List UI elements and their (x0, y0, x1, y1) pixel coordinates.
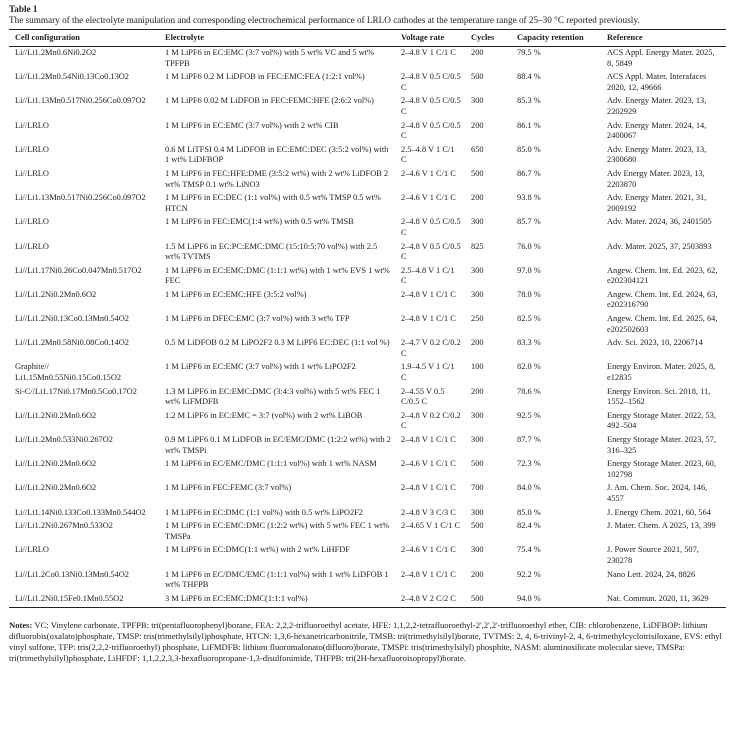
table-cell-capacity-retention: 83.3 % (517, 338, 541, 348)
table-cell-reference: ACS Appl. Mater. Interafaces 2020, 12, 49666 (607, 72, 707, 92)
table-cell-voltage-rate: 2.5–4.8 V 1 C/1 C (401, 265, 455, 286)
table-cell-reference: Adv. Sci. 2023, 10, 2206714 (607, 338, 703, 348)
table-cell-reference: Energy Environ. Sci. 2018, 11, 1552–1562 (607, 386, 711, 407)
table-cell-electrolyte: 1 M LiPF6 in EC:EMC:DMC (1:1:1 wt%) with 1 wt% EVS 1 wt% FEC (165, 265, 390, 286)
table-cell-cycles: 300 (471, 96, 484, 106)
table-row (9, 313, 726, 337)
table-cell-electrolyte: 1 M LiPF6 in EC:EMC:HFE (3:5:2 vol%) (165, 289, 307, 299)
table-cell-capacity-retention: 85.0 % (517, 507, 541, 517)
table-cell-voltage-rate: 2–4.6 V 1 C/1 C (401, 193, 456, 203)
table-cell-cycles: 200 (471, 569, 484, 579)
table-cell-capacity-retention: 94.0 % (511, 593, 601, 608)
table-cell-cycles: 500 (471, 521, 484, 531)
table-cell-configuration: Li//Li1.2Ni0.2Mn0.6O2 (15, 289, 97, 299)
table-cell-cycles: 500 (471, 72, 484, 82)
table-row (9, 192, 726, 216)
table-cell-capacity-retention: 78.6 % (517, 386, 541, 396)
table-cell-cycles: 500 (471, 168, 484, 178)
table-cell-electrolyte: 1.2 M LiPF6 in EC:EMC = 3:7 (vol%) with 2 wt% LiBOB (165, 410, 363, 420)
table-cell-voltage-rate: 2–4.8 V 0.5 C/0.5 C (401, 217, 461, 237)
table-cell-cycles: 250 (471, 314, 484, 324)
table-cell-configuration: Si-C//Li1.17Ni0.17Mn0.5Co0.17O2 (15, 386, 137, 396)
table-cell-configuration: Li//Li1.13Mn0.517Ni0.256Co0.097O2 (15, 193, 146, 203)
table-cell-electrolyte: 3 M LiPF6 in EC:EMC:DMC(1:1:1 vol%) (159, 593, 395, 608)
table-cell-electrolyte: 1 M LiPF6 in FEC:EMC(1:4 wt%) with 0.5 wt% TMSB (165, 217, 354, 227)
table-cell-electrolyte: 0.6 M LiTFSI 0.4 M LiDFOB in EC:EMC:DEC (3:5:2 vol%) with 1 wt% LiDFBOP (165, 144, 389, 165)
table-cell-capacity-retention: 86.1 % (517, 120, 541, 130)
table-cell-voltage-rate: 2–4.8 V 0.5 C/0.5 C (401, 96, 461, 116)
table-cell-electrolyte: 1 M LiPF6 0.2 M LiDFOB in FEC:EMC:FEA (1:2:1 vol%) (165, 72, 365, 82)
table-cell-voltage-rate: 1.9–4.5 V 1 C/1 C (401, 362, 455, 383)
header-electrolyte: Electrolyte (159, 30, 395, 47)
table-cell-reference: Adv. Energy Mater. 2023, 13, 2300680 (607, 144, 707, 165)
table-cell-voltage-rate: 2–4.55 V 0.5 C/0.5 C (401, 386, 445, 407)
table-cell-electrolyte: 0.5 M LiDFOB 0.2 M LiPO2F2 0.3 M LiPF6 EC:DEC (1:1 vol %) (165, 338, 390, 348)
table-cell-electrolyte: 1 M LiPF6 in EC/EMC/DMC (1:1:1 vol%) with 1 wt% NASM (165, 459, 377, 469)
table-cell-capacity-retention: 92.2 % (517, 569, 541, 579)
table-cell-capacity-retention: 82.4 % (517, 521, 541, 531)
table-cell-electrolyte: 1.3 M LiPF6 in EC:EMC:DMC (3:4:3 vol%) with 5 wt% FEC 1 wt% LiFMDFB (165, 386, 381, 407)
table-cell-cycles: 300 (471, 265, 484, 275)
table-cell-voltage-rate: 2–4.8 V 1 C/1 C (401, 314, 456, 324)
table-row (9, 482, 726, 506)
notes-text: VC: Vinylene carbonate, TPFPB: tri(pentafluorophenyl)borane, FEA: 2,2,2-trifluoroethyl acetate, HFE: 1,1,2,2-tetrafluoroethyl-2',2',2'-trifluoroethyl ether, CIB: chlorobenzene, LiDFBOP: lithium difluorobis(oxalato)phosphate, TMSP: tris(trimethylsilyl)phosphate, HTCN: 1,3,6-hexanetricarbonitrile, TMSB: tri(trimethylsilyl)borate, TVTMS: 2, 4, 6-trivinyl-2, 4, 6-trimethylcyclotrisiloxane, EVS: ethyl vinyl sulfone, TFP: tris(2,2,2-trifluoroethyl) phosphate, LiFMDFB: lithium fluoromalonato(difluoro)borate, TMSPi: tris(trimethylsilyl) phosphite, NASM: aluminosilicate molecular sieve, TMSPa: tri(trimethylsilyl)phosphate, LiHFDF: 1,1,2,2,3,3-hexafluoropropane-1,3-disulfonimide, THFPB: tri(2H-hexafluoroisopropyl)borate. (9, 620, 722, 664)
table-cell-cycles: 300 (471, 435, 484, 444)
table-cell-voltage-rate: 2–4.6 V 1 C/1 C (401, 168, 456, 178)
table-cell-configuration: Li//LRLO (15, 144, 49, 154)
table-cell-electrolyte: 1 M LiPF6 in EC:EMC (3:7 vol%) with 5 wt% VC and 5 wt% TPFPB (165, 48, 374, 68)
table-cell-configuration: Li//LRLO (15, 545, 49, 555)
table-cell-cycles: 500 (465, 593, 511, 608)
table-cell-capacity-retention: 84.0 % (517, 483, 541, 493)
table-cell-cycles: 200 (471, 193, 484, 203)
table-cell-reference: Energy Storage Mater. 2023, 60, 102798 (607, 459, 716, 479)
table-cell-cycles: 300 (471, 545, 484, 555)
table-row (9, 144, 726, 168)
table-cell-electrolyte: 0.9 M LiPF6 0.1 M LiDFOB in EC/EMC/DMC (1:2:2 wt%) with 2 wt% TMSPi (165, 435, 391, 455)
table-cell-electrolyte: 1 M LiPF6 in EC/DMC/EMC (1:1:1 vol%) with 1 wt% LiDFOB 1 wt% THFPB (165, 569, 389, 590)
header-capacity-retention: Capacity retention (511, 30, 601, 47)
table-cell-electrolyte: 1 M LiPF6 in EC:EMC:DMC (1:2:2 wt%) with 5 wt% FEC 1 wt% TMSPa (165, 521, 390, 541)
table-cell-configuration: Li//Li1.2Mn0.54Ni0.13Co0.13O2 (15, 72, 129, 82)
table-cell-voltage-rate: 2–4.8 V 2 C/2 C (395, 593, 465, 608)
table-cell-reference: Adv. Energy Mater. 2024, 14, 2400067 (607, 120, 707, 141)
table-cell-electrolyte: 1 M LiPF6 in EC:DMC (1:1 vol%) with 0.5 wt% LiPO2F2 (165, 507, 363, 517)
table-row (9, 265, 726, 289)
table-cell-reference: Adv. Energy Mater. 2023, 13, 2202929 (607, 96, 707, 116)
table-row (9, 361, 726, 385)
table-row (9, 410, 726, 434)
table-cell-cycles: 200 (471, 120, 484, 130)
table-cell-reference: Energy Environ. Mater. 2025, 8, e12835 (607, 362, 716, 383)
table-cell-reference: J. Power Source 2021, 507, 230278 (607, 545, 699, 565)
table-cell-configuration: Li//Li1.13Mn0.517Ni0.256Co0.097O2 (15, 96, 146, 106)
table-cell-reference: Energy Storage Mater. 2022, 53, 492–504 (607, 410, 716, 431)
table-row (9, 216, 726, 240)
table-cell-reference: Energy Storage Mater. 2023, 57, 316–325 (607, 435, 716, 455)
table-cell-reference: Adv. Energy Mater. 2021, 31, 2009192 (607, 193, 707, 213)
table-cell-voltage-rate: 2–4.8 V 1 C/1 C (401, 435, 456, 444)
table-cell-capacity-retention: 75.4 % (517, 545, 541, 555)
table-cell-electrolyte: 1 M LiPF6 in EC:EMC (3:7 vol%) with 2 wt% CIB (165, 120, 339, 130)
table-cell-reference: Nano Lett. 2024, 24, 8826 (607, 569, 696, 579)
table-cell-voltage-rate: 2–4.7 V 0.2 C/0.2 C (401, 338, 461, 358)
table-cell-capacity-retention: 82.5 % (517, 314, 541, 324)
table-cell-configuration: Li//LRLO (15, 120, 49, 130)
table-cell-voltage-rate: 2–4.8 V 0.5 C/0.5 C (401, 120, 461, 141)
table-cell-reference: Adv. Mater. 2025, 37, 2503893 (607, 241, 712, 251)
table-cell-voltage-rate: 2–4.8 V 1 C/1 C (401, 48, 456, 57)
table-cell-electrolyte: 1 M LiPF6 in EC:DEC (1:1 vol%) with 0.5 wt% TMSP 0.5 wt% HTCN (165, 193, 381, 213)
table-cell-configuration: Graphite// Li1.15Mn0.55Ni0.15Co0.15O2 (15, 362, 122, 383)
table-cell-electrolyte: 1 M LiPF6 in EC:EMC (3:7 vol%) with 1 wt% LiPO2F2 (165, 362, 356, 372)
table-cell-capacity-retention: 76.0 % (517, 241, 541, 251)
table-cell-electrolyte: 1 M LiPF6 in DFEC:EMC (3:7 vol%) with 3 wt% TFP (165, 314, 350, 324)
table-caption: The summary of the electrolyte manipulation and corresponding electrochemical performance of LRLO cathodes at the temperature range of 25–30 °C reported previously. (9, 15, 640, 25)
table-cell-voltage-rate: 2–4.8 V 1 C/1 C (401, 289, 456, 299)
table-row (9, 47, 726, 72)
table-cell-reference: Adv Energy Mater. 2023, 13, 2203870 (607, 168, 705, 189)
table-row (9, 569, 726, 593)
table-cell-cycles: 300 (471, 410, 484, 420)
table-cell-configuration: Li//Li1.2Ni0.267Mn0.533O2 (15, 521, 113, 531)
table-row (9, 458, 726, 482)
table-cell-cycles: 200 (471, 48, 484, 57)
table-cell-capacity-retention: 82.0 % (517, 362, 541, 372)
table-cell-electrolyte: 1 M LiPF6 in EC:DMC(1:1 wt%) with 2 wt% LiHFDF (165, 545, 350, 555)
table-cell-capacity-retention: 85.0 % (517, 144, 541, 154)
table-label: Table 1 (9, 4, 38, 14)
table-cell-configuration: Li//Li1.2Mn0.58Ni0.08Co0.14O2 (15, 338, 129, 348)
table-cell-cycles: 300 (471, 289, 484, 299)
table-cell-configuration: Li//Li1.2Ni0.2Mn0.6O2 (15, 483, 97, 493)
table-cell-capacity-retention: 88.4 % (517, 72, 541, 82)
table-cell-capacity-retention: 85.3 % (517, 96, 541, 106)
table-row (9, 520, 726, 544)
table-row (9, 241, 726, 265)
table-cell-reference: Angew. Chem. Int. Ed. 2025, 64, e202502603 (607, 314, 718, 334)
header-row (9, 30, 726, 47)
table-cell-reference: J. Energy Chem. 2021, 60, 564 (607, 507, 711, 517)
table-cell-reference: Nat. Commun. 2020, 11, 3629 (601, 593, 726, 608)
table-cell-voltage-rate: 2–4.6 V 1 C/1 C (401, 545, 456, 555)
notes-label: Notes: (9, 620, 33, 631)
table-notes (9, 620, 722, 664)
table-cell-cycles: 300 (471, 507, 484, 517)
table-cell-voltage-rate: 2–4.65 V 1 C/1 C (401, 521, 461, 531)
table-cell-cycles: 500 (471, 459, 484, 469)
table-cell-cycles: 200 (471, 338, 484, 348)
table-cell-cycles: 100 (471, 362, 484, 372)
table-cell-capacity-retention: 72.3 % (517, 459, 541, 469)
table-cell-voltage-rate: 2–4.8 V 3 C/3 C (401, 507, 456, 517)
table-cell-capacity-retention: 79.5 % (517, 48, 541, 57)
table-cell-capacity-retention: 87.7 % (517, 435, 541, 444)
table-cell-reference: J. Am. Chem. Soc. 2024, 146, 4557 (607, 483, 708, 503)
table-row (9, 168, 726, 192)
table-cell-configuration: Li//Li1.14Ni0.133Co0.133Mn0.544O2 (15, 507, 146, 517)
table-cell-electrolyte: 1 M LiPF6 in FEC:FEMC (3:7 vol%) (165, 483, 292, 493)
table-cell-voltage-rate: 2–4.8 V 1 C/1 C (401, 569, 456, 579)
table-cell-voltage-rate: 2–4.6 V 1 C/1 C (401, 459, 456, 469)
table-cell-reference: Adv. Mater. 2024, 36, 2401505 (607, 217, 712, 227)
table-cell-electrolyte: 1 M LiPF6 0.02 M LiDFOB in FEC:FEMC:HFE (2:6:2 vol%) (165, 96, 374, 106)
table-row (9, 337, 726, 361)
table-cell-configuration: Li//LRLO (15, 241, 49, 251)
table-row (9, 434, 726, 458)
table-cell-reference: Angew. Chem. Int. Ed. 2024, 63, e202316790 (607, 289, 718, 310)
table-cell-configuration: Li//Li1.2Mn0.533Ni0.267O2 (15, 435, 113, 444)
table-cell-reference: ACS Appl. Energy Mater. 2025, 8, 5849 (607, 48, 715, 68)
table-cell-configuration: Li//Li1.2Ni0.15Fe0.1Mn0.55O2 (9, 593, 159, 608)
table-cell-voltage-rate: 2–4.8 V 0.5 C/0.5 C (401, 241, 461, 262)
table-row (9, 95, 726, 119)
table-cell-electrolyte: 1.5 M LiPF6 in EC:PC:EMC:DMC (15:10:5:70 vol%) with 2.5 wt% TVTMS (165, 241, 378, 262)
table-cell-configuration: Li//LRLO (15, 217, 49, 227)
table-row (9, 507, 726, 521)
table-cell-voltage-rate: 2–4.8 V 1 C/1 C (401, 483, 456, 493)
header-reference: Reference (601, 30, 726, 47)
table-cell-capacity-retention: 85.7 % (517, 217, 541, 227)
table-cell-configuration: Li//Li1.2Ni0.13Co0.13Mn0.54O2 (15, 314, 129, 324)
table-cell-capacity-retention: 97.0 % (517, 265, 541, 275)
table-cell-configuration: Li//LRLO (15, 168, 49, 178)
table-row (9, 544, 726, 568)
table-cell-reference: J. Mater. Chem. A 2025, 13, 399 (607, 521, 716, 531)
table-cell-voltage-rate: 2.5–4.8 V 1 C/1 C (401, 144, 455, 165)
table-cell-capacity-retention: 86.7 % (517, 168, 541, 178)
table-row (9, 71, 726, 95)
table-cell-voltage-rate: 2–4.8 V 0.5 C/0.5 C (401, 72, 461, 92)
header-voltage-rate: Voltage rate (395, 30, 465, 47)
table-row (9, 593, 726, 608)
table-cell-capacity-retention: 78.0 % (517, 289, 541, 299)
table-cell-cycles: 825 (471, 241, 484, 251)
table-cell-electrolyte: 1 M LiPF6 in FEC:HFE:DME (3:5:2 wt%) with 2 wt% LiDFOB 2 wt% TMSP 0.1 wt% LiNO3 (165, 168, 389, 189)
table-row (9, 120, 726, 144)
table-cell-configuration: Li//Li1.2Ni0.2Mn0.6O2 (15, 410, 97, 420)
table-cell-capacity-retention: 92.5 % (517, 410, 541, 420)
header-cycles: Cycles (465, 30, 511, 47)
table-body (9, 47, 726, 608)
table-cell-voltage-rate: 2–4.8 V 0.2 C/0.2 C (401, 410, 461, 431)
header-cell-configuration: Cell configuration (9, 30, 159, 47)
table-cell-cycles: 700 (471, 483, 484, 493)
data-table (9, 29, 726, 608)
table-cell-cycles: 200 (471, 386, 484, 396)
table-cell-cycles: 300 (471, 217, 484, 227)
table-row (9, 386, 726, 410)
table-cell-cycles: 650 (471, 144, 484, 154)
table-cell-configuration: Li//Li1.17Ni0.26Co0.047Mn0.517O2 (15, 265, 142, 275)
table-cell-configuration: Li//Li1.2Co0.13Ni0.13Mn0.54O2 (15, 569, 129, 579)
table-cell-configuration: Li//Li1.2Mn0.6Ni0.2O2 (15, 48, 97, 57)
table-cell-capacity-retention: 93.8 % (517, 193, 541, 203)
table-cell-configuration: Li//Li1.2Ni0.2Mn0.6O2 (15, 459, 97, 469)
table-row (9, 289, 726, 313)
table-cell-reference: Angew. Chem. Int. Ed. 2023, 62, e202304121 (607, 265, 718, 286)
